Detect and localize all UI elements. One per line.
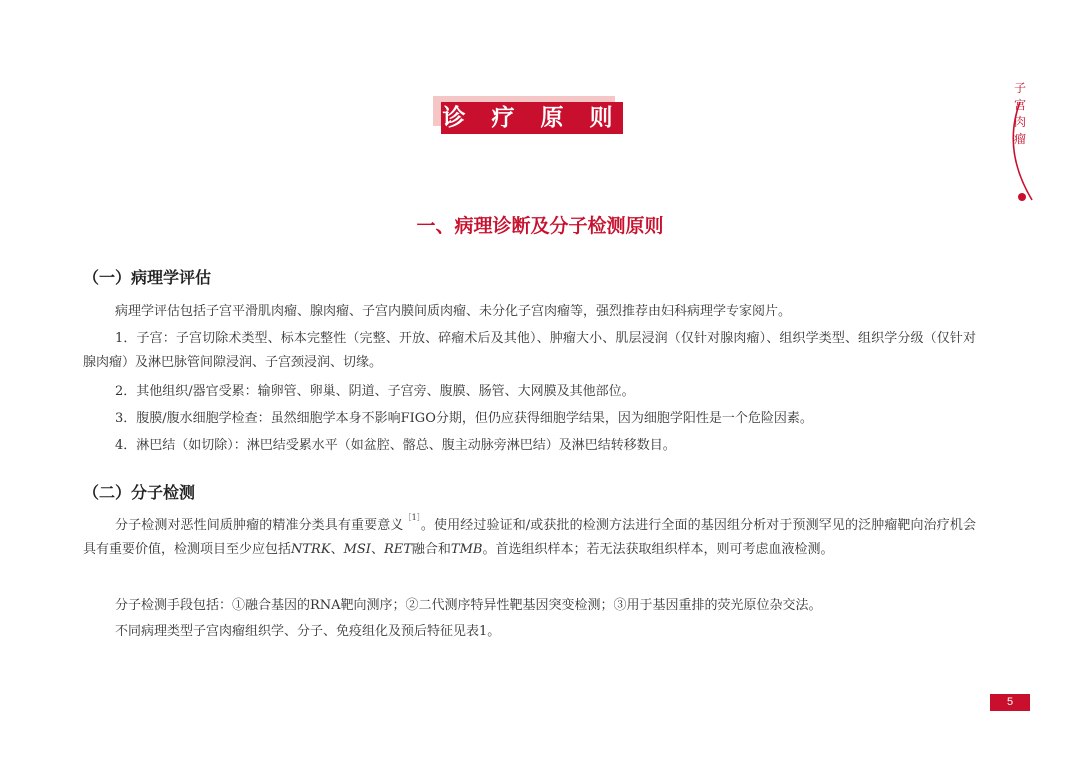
- separator: 、: [330, 541, 344, 557]
- gene-ret: RET: [383, 541, 412, 557]
- molecular-para-3: 不同病理类型子宫肉瘤组织学、分子、免疫组化及预后特征见表1。: [115, 624, 501, 639]
- pathology-item-4: 4．淋巴结（如切除）：淋巴结受累水平（如盆腔、髂总、腹主动脉旁淋巴结）及淋巴结转移数目。: [115, 438, 676, 453]
- page-number: 5: [990, 694, 1030, 711]
- pathology-item-1: 1．子宫：子宫切除术类型、标本完整性（完整、开放、碎瘤术后及其他）、肿瘤大小、肌层浸润（仅针对腺肉瘤）、组织学类型、组织学分级（仅针对腺肉瘤）及淋巴脉管间隙浸润、子宫颈浸润、切缘。: [83, 331, 976, 370]
- chapter-title-badge: [433, 96, 623, 134]
- pathology-intro: 病理学评估包括子宫平滑肌肉瘤、腺肉瘤、子宫内膜间质肉瘤、未分化子宫肉瘤等，强烈推荐由妇科病理学专家阅片。: [115, 304, 792, 319]
- side-tab-char: 宫: [1013, 98, 1026, 112]
- pathology-item-2: 2．其他组织/器官受累：输卵管、卵巢、阴道、子宫旁、腹膜、肠管、大网膜及其他部位。: [115, 384, 635, 399]
- side-dot-icon: [1018, 193, 1026, 201]
- molecular-text: 。首选组织样本；若无法获取组织样本，则可考虑血液检测。: [482, 541, 834, 557]
- side-tab-char: 瘤: [1013, 132, 1026, 146]
- pathology-item-3: 3．腹膜/腹水细胞学检查：虽然细胞学本身不影响FIGO分期，但仍应获得细胞学结果，因为细胞学阳性是一个危险因素。: [115, 411, 813, 426]
- side-arc-decoration: [1006, 100, 1036, 205]
- subsection-heading-pathology: （一）病理学评估: [83, 268, 212, 287]
- molecular-text: 融合和: [411, 541, 451, 557]
- gene-msi: MSI: [343, 541, 371, 557]
- side-tab-char: 肉: [1013, 115, 1026, 129]
- molecular-para-2: 分子检测手段包括：①融合基因的RNA靶向测序；②二代测序特异性靶基因突变检测；③用于基因重排的荧光原位杂交法。: [115, 598, 822, 613]
- separator: 、: [370, 541, 384, 557]
- gene-ntrk: NTRK: [291, 541, 331, 557]
- chapter-title: 诊 疗 原 则: [441, 102, 623, 134]
- section-title: 一、病理诊断及分子检测原则: [416, 215, 664, 237]
- molecular-para-1: [83, 514, 976, 561]
- molecular-text: 。使用经过验证和/或获批的检测方法进行全面的基因组分析对于预测罕见的泛肿瘤靶向治疗机会具有重要价值，检测项目至少应包括: [83, 518, 976, 557]
- gene-tmb: TMB: [450, 541, 483, 557]
- reference-citation[interactable]: ［1］: [403, 513, 421, 522]
- side-tab-char: 子: [1013, 81, 1026, 95]
- molecular-text: 分子检测对恶性间质肿瘤的精准分类具有重要意义: [115, 518, 404, 533]
- subsection-heading-molecular: （二）分子检测: [83, 483, 196, 502]
